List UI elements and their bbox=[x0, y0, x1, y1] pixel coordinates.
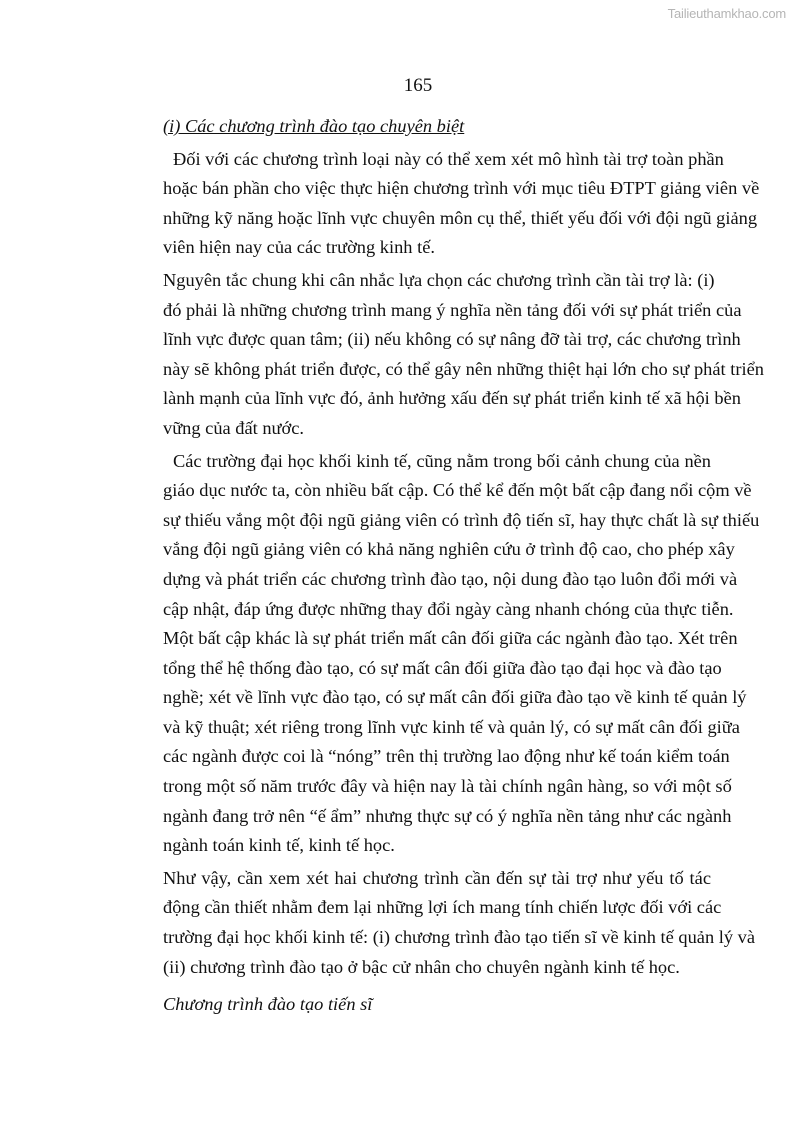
text-line: các ngành được coi là “nóng” trên thị trường lao động như kế toán kiểm toán bbox=[163, 746, 730, 767]
text-line: nghề; xét về lĩnh vực đào tạo, có sự mất cân đối giữa đào tạo về kinh tế quản lý bbox=[163, 687, 747, 708]
text-line: Như vậy, cần xem xét hai chương trình cần đến sự tài trợ như yếu tố tác bbox=[163, 867, 711, 888]
paragraph bbox=[163, 145, 760, 263]
text-line: đó phải là những chương trình mang ý nghĩa nền tảng đối với sự phát triển của bbox=[163, 299, 742, 320]
text-line: lĩnh vực được quan tâm; (ii) nếu không có sự nâng đỡ tài trợ, các chương trình bbox=[163, 329, 741, 350]
page-number: 165 bbox=[403, 75, 433, 96]
text-line: trong một số năm trước đây và hiện nay là tài chính ngân hàng, so với một số bbox=[163, 776, 732, 797]
text-line: ngành đang trở nên “ế ẩm” nhưng thực sự có ý nghĩa nền tảng như các ngành bbox=[163, 805, 732, 826]
text-line: động cần thiết nhằm đem lại những lợi ích mang tính chiến lược đối với các bbox=[163, 897, 722, 918]
text-line: vững của đất nước. bbox=[163, 417, 304, 438]
text-line: Nguyên tắc chung khi cân nhắc lựa chọn các chương trình cần tài trợ là: (i) bbox=[163, 269, 715, 290]
text-line: Các trường đại học khối kinh tế, cũng nằm trong bối cảnh chung của nền bbox=[173, 450, 711, 471]
paragraph bbox=[163, 447, 760, 861]
text-line: và kỹ thuật; xét riêng trong lĩnh vực kinh tế và quản lý, có sự mất cân đối giữa bbox=[163, 716, 740, 737]
text-line: tổng thể hệ thống đào tạo, có sự mất cân đối giữa đào tạo đại học và đào tạo bbox=[163, 657, 722, 678]
text-line: hoặc bán phần cho việc thực hiện chương trình với mục tiêu ĐTPT giảng viên về bbox=[163, 178, 760, 199]
text-line: giáo dục nước ta, còn nhiều bất cập. Có thể kể đến một bất cập đang nổi cộm về bbox=[163, 480, 752, 501]
text-line: cập nhật, đáp ứng được những thay đổi ngày càng nhanh chóng của thực tiễn. bbox=[163, 598, 734, 619]
document-body bbox=[163, 112, 764, 1020]
text-line: những kỹ năng hoặc lĩnh vực chuyên môn cụ thể, thiết yếu đối với đội ngũ giảng bbox=[163, 207, 758, 228]
text-line: Một bất cập khác là sự phát triển mất cân đối giữa các ngành đào tạo. Xét trên bbox=[163, 628, 738, 649]
paragraph bbox=[163, 864, 756, 982]
text-line: Đối với các chương trình loại này có thể xem xét mô hình tài trợ toàn phần bbox=[173, 148, 724, 169]
text-line: ngành toán kinh tế, kinh tế học. bbox=[163, 835, 395, 856]
text-line: này sẽ không phát triển được, có thể gây nên những thiệt hại lớn cho sự phát triển bbox=[163, 358, 764, 379]
text-line: lành mạnh của lĩnh vực đó, ảnh hưởng xấu đến sự phát triển kinh tế xã hội bền bbox=[163, 388, 741, 409]
watermark: Tailieuthamkhao.com bbox=[667, 6, 786, 21]
text-line: trường đại học khối kinh tế: (i) chương trình đào tạo tiến sĩ về kinh tế quản lý và bbox=[163, 927, 756, 948]
text-line: viên hiện nay của các trường kinh tế. bbox=[163, 237, 435, 258]
text-line: dựng và phát triển các chương trình đào tạo, nội dung đào tạo luôn đổi mới và bbox=[163, 568, 738, 589]
paragraphs bbox=[163, 145, 764, 983]
text-line: (ii) chương trình đào tạo ở bậc cử nhân cho chuyên ngành kinh tế học. bbox=[163, 956, 680, 977]
text-line: vắng đội ngũ giảng viên có khả năng nghiên cứu ở trình độ cao, cho phép xây bbox=[163, 539, 735, 560]
subsection-heading: Chương trình đào tạo tiến sĩ bbox=[163, 994, 373, 1015]
section-heading: (i) Các chương trình đào tạo chuyên biệt bbox=[163, 116, 465, 136]
paragraph bbox=[163, 266, 764, 444]
text-line: sự thiếu vắng một đội ngũ giảng viên có trình độ tiến sĩ, hay thực chất là sự thiếu bbox=[163, 509, 760, 530]
